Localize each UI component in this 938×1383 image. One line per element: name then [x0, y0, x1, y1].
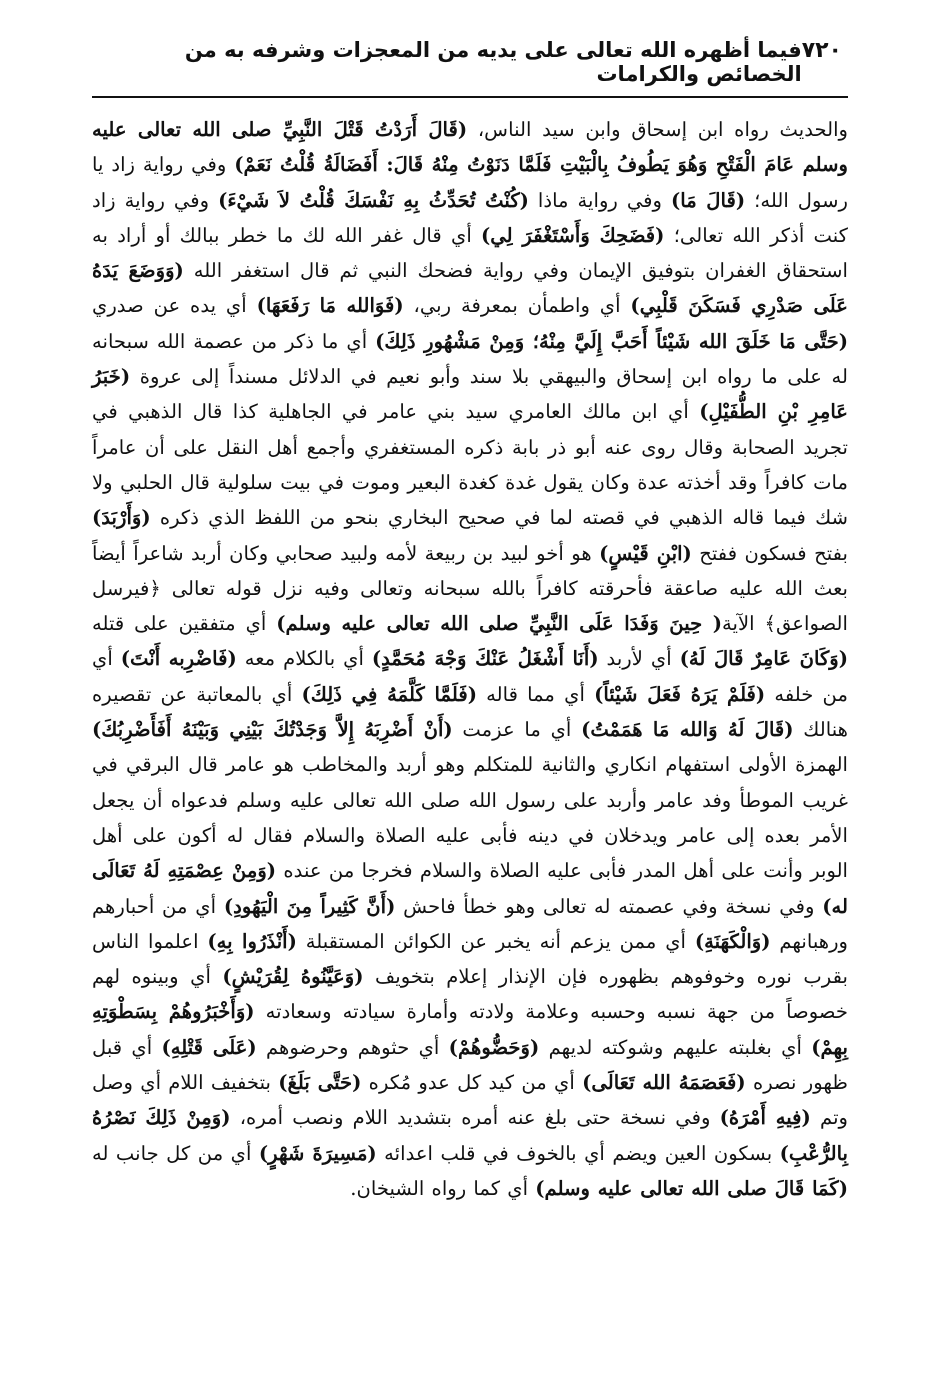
commentary-segment: أي متفقين على قتله: [92, 612, 277, 636]
quoted-matn-text: (وَأَرْبَدَ): [92, 506, 151, 530]
commentary-segment: أي لأربد: [598, 647, 680, 671]
commentary-segment: الهمزة الأولى استفهام انكاري والثانية للمتكلم وهو أربد والمخاطب هو عامر قال البرقي في غريب الموطأ وفد عامر وأربد على رسول الله صلى الله تعالى عليه وسلم فدعواه أن يجعل الأمر بعده إلى عامر ويدخلان في دينه فأبى عليه الصلاة والسلام فقال له أكون على أهل الوبر وأنت على أهل المدر فأبى عليه الصلاة والسلام فخرجا من عنده: [92, 753, 849, 883]
quoted-matn-text: (مَسِيرَةَ شَهْرٍ): [258, 1141, 377, 1165]
quoted-matn-text: (وَالْكَهَنَةِ): [694, 929, 771, 953]
quoted-matn-text: (خَبَرُ عَامِرِ بْنِ الطُّفَيْلِ): [92, 365, 848, 424]
commentary-segment: أي حثوهم وحرضوهم: [256, 1035, 449, 1059]
quoted-matn-text: (فَعَصَمَهُ الله تَعَالَى): [582, 1071, 746, 1095]
commentary-segment: أي بغلبته عليهم وشوكته لديهم: [539, 1035, 812, 1059]
commentary-segment: أي مما قاله: [476, 682, 595, 706]
quoted-matn-text: (وَوَضَعَ يَدَهُ عَلَى صَدْرِي فَسَكَنَ قَلْبِي): [92, 259, 848, 318]
quoted-matn-text: (أَنَا أَشْغَلُ عَنْكَ وَجْهَ مُحَمَّدٍ): [371, 647, 599, 671]
quoted-matn-text: (فَاضْرِبه أَنْتَ): [120, 647, 237, 671]
quoted-matn-text: (كَمَا قَالَ صلى الله تعالى عليه وسلم): [535, 1176, 848, 1200]
quoted-matn-text: (وَحَضُّوهُمْ): [448, 1035, 540, 1059]
commentary-segment: أي كما رواه الشيخان.: [350, 1176, 536, 1200]
commentary-segment: أي وبينوه لهم خصوصاً من جهة نسبه وحسبه وعلامة ولادته وأمارة سيادته وسعادته: [92, 965, 848, 1024]
quoted-matn-text: (وَكَانَ عَامِرٌ قَالَ لَهُ): [679, 647, 849, 671]
commentary-segment: والحديث رواه ابن إسحاق وابن سيد الناس،: [467, 118, 848, 141]
quoted-matn-text: (وَمِنْ ذَلِكَ نَصْرُهُ بِالرُّعْبِ): [92, 1106, 849, 1165]
commentary-segment: أي من كل جانب له: [92, 1141, 259, 1165]
quoted-matn-text: (فَوَالله مَا رَفَعَهَا): [256, 294, 404, 318]
commentary-segment: اعلموا الناس بقرب نوره وخوفوهم بظهوره فإن الإنذار إعلام بتخويف: [92, 929, 848, 989]
commentary-segment: بسكون العين ويضم أي بالخوف في قلب اعدائه: [376, 1141, 780, 1165]
quoted-matn-text: (فَلَمَّا كَلَّمَهُ فِي ذَلِكَ): [301, 682, 477, 706]
quoted-matn-text: (وَمِنْ عِصْمَتِهِ لَهُ تَعَالَى له): [92, 859, 848, 918]
quoted-matn-text: (فَلَمْ يَرَهُ فَعَلَ شَيْئاً): [594, 682, 766, 706]
commentary-segment: أي قال غفر الله لك ما خطر ببالك أو أراد به استحقاق الغفران بتوفيق الإيمان وفي رواية فضحك النبي ثم قال استغفر الله: [92, 223, 848, 283]
quoted-matn-text: (فَضَحِكَ وَأَسْتَغْفَرَ لِي): [481, 223, 665, 247]
commentary-segment: وفي رواية زاد يا رسول الله؛: [92, 153, 848, 212]
quoted-matn-text: (ابْنِ قَيْسٍ): [599, 541, 692, 565]
quoted-matn-text: (عَلَى قَتْلِهِ): [161, 1035, 257, 1059]
running-title: فيما أظهره الله تعالى على يديه من المعجزات وشرفه به من الخصائص والكرامات: [184, 38, 802, 86]
commentary-segment: أي قبل ظهور نصره: [92, 1035, 848, 1095]
quoted-matn-text: (وَعَيَّنُوهُ لِقُرَيْشٍ): [222, 965, 364, 989]
commentary-segment: وفي نسخة حتى بلغ عنه أمره بتشديد اللام ونصب أمره،: [230, 1106, 720, 1130]
quoted-matn-text: (كُنْتُ تُحَدِّثُ بِهِ نَفْسَكَ قُلْتُ لاَ شَيْءَ): [218, 188, 529, 212]
commentary-segment: أي يده عن صدري: [92, 294, 257, 318]
commentary-segment: وفي رواية ماذا: [528, 188, 671, 212]
commentary-segment: وفي نسخة وفي عصمته له تعالى وهو خطأ فاحش: [395, 894, 823, 918]
quoted-matn-text: (أَنَّ كَثِيراً مِنَ الْيَهُودِ): [223, 894, 396, 918]
quoted-matn-text: ( حِينَ وَفَدَا عَلَى النَّبِيِّ صلى الله تعالى عليه وسلم): [276, 612, 722, 636]
quoted-matn-text: (حَتَّى بَلَغَ): [278, 1071, 362, 1095]
quoted-matn-text: (فِيهِ أَمْرَهُ): [719, 1106, 811, 1130]
commentary-segment: هو أخو لبيد بن ربيعة لأمه ولبيد صحابي وكان أربد شاعراً أيضاً بعث الله عليه صاعقة فأحرقته كافراً بالله سبحانه وتعالى وفيه نزل قوله تعالى ﴿فيرسل الصواعق﴾ الآية: [92, 541, 848, 636]
page-number: ٧٢٠: [801, 38, 842, 63]
quoted-matn-text: (قَالَ مَا): [671, 188, 746, 212]
page-header: [92, 38, 848, 96]
commentary-segment: أي من خلفه: [92, 647, 848, 706]
commentary-segment: بتخفيف اللام أي وصل وتم: [92, 1071, 848, 1130]
commentary-segment: بفتح فسكون ففتح: [691, 541, 848, 565]
commentary-segment: أي من كيد كل عدو مُكره: [361, 1071, 583, 1095]
quoted-matn-text: (أَنْ أَضْرِبَهُ إِلاَّ وَجَدْتُكَ بَيْنِي وَبَيْنَهُ أَفَأَضْرِبُكَ): [92, 718, 453, 742]
commentary-segment: أي ما ذكر من عصمة الله سبحانه له على ما رواه ابن إسحاق والبيهقي بلا سند وأبو نعيم في الدلائل مسنداً إلى عروة: [92, 329, 848, 389]
commentary-segment: أي ممن يزعم أنه يخبر عن الكوائن المستقبلة: [296, 929, 695, 953]
commentary-segment: أي واطمأن بمعرفة ربي،: [403, 294, 631, 318]
quoted-matn-text: (وَأَخْبَرُوهُمْ بِسَطْوَتِهِ بِهِمْ): [92, 1000, 848, 1059]
header-rule: [92, 96, 848, 98]
commentary-segment: أي ابن مالك العامري سيد بني عامر في الجاهلية كذا قال الذهبي في تجريد الصحابة وقال روى عنه أبو ذر بابة ذكره المستغفري وأجمع أهل النقل على أن عامراً مات كافراً وقد أخذته عدة وكان يقول غدة كغدة البعير وموت في بيت سلولية قال الحلبي ولا شك فيما قاله الذهبي في قصته لما في صحيح البخاري بنحو من اللفظ الذي ذكره: [92, 400, 848, 530]
quoted-matn-text: (أَنْذَرُوا بِهِ): [207, 929, 297, 953]
quoted-matn-text: (قَالَ أَرَدْتُ قَتْلَ النَّبِيِّ صلى الله تعالى عليه وسلم عَامَ الْفَتْحِ وَهُوَ يَطُوفُ بِالْبَيْتِ فَلَمَّا دَنَوْتُ مِنْهُ قَالَ: أَفَضَالَةُ قُلْتُ نَعَمْ): [92, 118, 848, 177]
commentary-segment: أي من أحبارهم ورهبانهم: [92, 894, 848, 953]
commentary-segment: وفي رواية زاد كنت أذكر الله تعالى؛: [92, 188, 848, 247]
commentary-segment: أي بالكلام معه: [236, 647, 372, 671]
commentary-text: [92, 112, 848, 1206]
commentary-segment: أي بالمعاتبة عن تقصيره هنالك: [92, 682, 848, 742]
commentary-segment: أي ما عزمت: [452, 718, 582, 742]
quoted-matn-text: (قَالَ لَهُ وَالله مَا هَمَمْتُ): [581, 718, 794, 742]
quoted-matn-text: (حَتَّى مَا خَلَقَ الله شَيْئاً أَحَبَّ إِلَيَّ مِنْهُ؛ وَمِنْ مَشْهُورِ ذَلِكَ): [375, 329, 848, 353]
